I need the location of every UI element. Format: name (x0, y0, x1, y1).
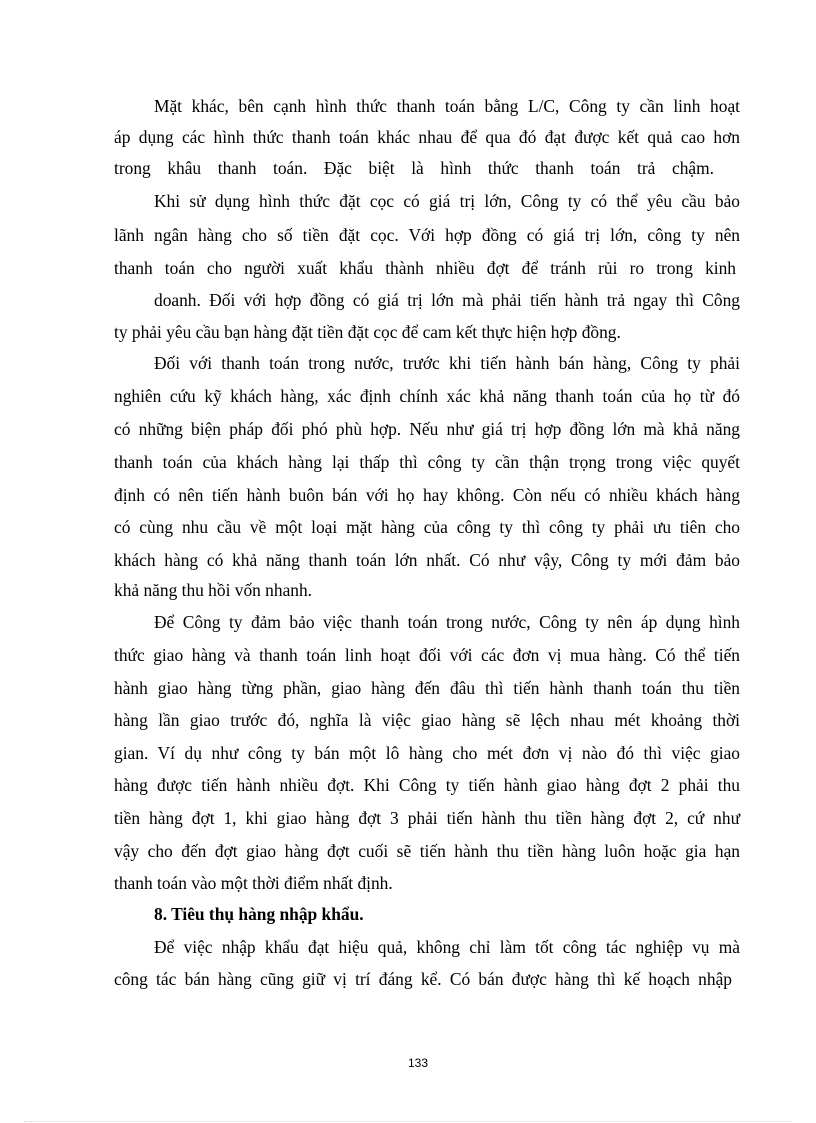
text-line: trong khâu thanh toán. Đặc biệt là hình thức thanh toán trả chậm. (114, 158, 714, 178)
section-heading: 8. Tiêu thụ hàng nhập khẩu. (154, 904, 364, 924)
text-line: Để Công ty đảm bảo việc thanh toán trong nước, Công ty nên áp dụng hình (154, 612, 740, 632)
text-line: Khi sử dụng hình thức đặt cọc có giá trị lớn, Công ty có thể yêu cầu bảo (154, 191, 740, 211)
text-line: Để việc nhập khẩu đạt hiệu quả, không chỉ làm tốt công tác nghiệp vụ mà (154, 937, 740, 957)
text-line: tiền hàng đợt 1, khi giao hàng đợt 3 phải tiến hành thu tiền hàng đợt 2, cứ như (114, 808, 740, 828)
text-line: công tác bán hàng cũng giữ vị trí đáng kể. Có bán được hàng thì kế hoạch nhập (114, 969, 732, 989)
text-line: nghiên cứu kỹ khách hàng, xác định chính xác khả năng thanh toán của họ từ đó (114, 386, 740, 406)
text-line: khả năng thu hồi vốn nhanh. (114, 580, 313, 600)
text-line: vậy cho đến đợt giao hàng đợt cuối sẽ tiến hành thu tiền hàng luôn hoặc gia hạn (114, 841, 740, 861)
text-line: Đối với thanh toán trong nước, trước khi tiến hành bán hàng, Công ty phải (154, 353, 740, 373)
text-line: doanh. Đối với hợp đồng có giá trị lớn mà phải tiến hành trả ngay thì Công (154, 290, 740, 310)
text-line: có những biện pháp đối phó phù hợp. Nếu như giá trị hợp đồng lớn mà khả năng (114, 419, 740, 439)
text-line: thanh toán của khách hàng lại thấp thì công ty cần thận trọng trong việc quyết (114, 452, 740, 472)
text-line: định có nên tiến hành buôn bán với họ hay không. Còn nếu có nhiều khách hàng (114, 485, 740, 505)
text-line: Mặt khác, bên cạnh hình thức thanh toán bằng L/C, Công ty cần linh hoạt (154, 96, 740, 116)
page-bottom-divider (24, 1121, 792, 1122)
text-line: hàng được tiến hành nhiều đợt. Khi Công ty tiến hành giao hàng đợt 2 phải thu (114, 775, 740, 795)
text-line: thanh toán vào một thời điểm nhất định. (114, 873, 393, 893)
text-line: áp dụng các hình thức thanh toán khác nhau để qua đó đạt được kết quả cao hơn (114, 127, 740, 147)
page-number: 133 (407, 1056, 429, 1070)
text-line: hành giao hàng từng phần, giao hàng đến đâu thì tiến hành thanh toán thu tiền (114, 678, 740, 698)
text-line: khách hàng có khả năng thanh toán lớn nhất. Có như vậy, Công ty mới đảm bảo (114, 550, 740, 570)
text-line: hàng lần giao trước đó, nghĩa là việc giao hàng sẽ lệch nhau mét khoảng thời (114, 710, 740, 730)
text-line: ty phải yêu cầu bạn hàng đặt tiền đặt cọc để cam kết thực hiện hợp đồng. (114, 322, 621, 342)
text-line: gian. Ví dụ như công ty bán một lô hàng cho mét đơn vị nào đó thì việc giao (114, 743, 740, 763)
text-line: thức giao hàng và thanh toán linh hoạt đối với các đơn vị mua hàng. Có thể tiến (114, 645, 740, 665)
text-line: lãnh ngân hàng cho số tiền đặt cọc. Với hợp đồng có giá trị lớn, công ty nên (114, 225, 740, 245)
text-line: thanh toán cho người xuất khẩu thành nhiều đợt để tránh rủi ro trong kinh (114, 258, 736, 278)
text-line: có cùng nhu cầu về một loại mặt hàng của công ty thì công ty phải ưu tiên cho (114, 517, 740, 537)
